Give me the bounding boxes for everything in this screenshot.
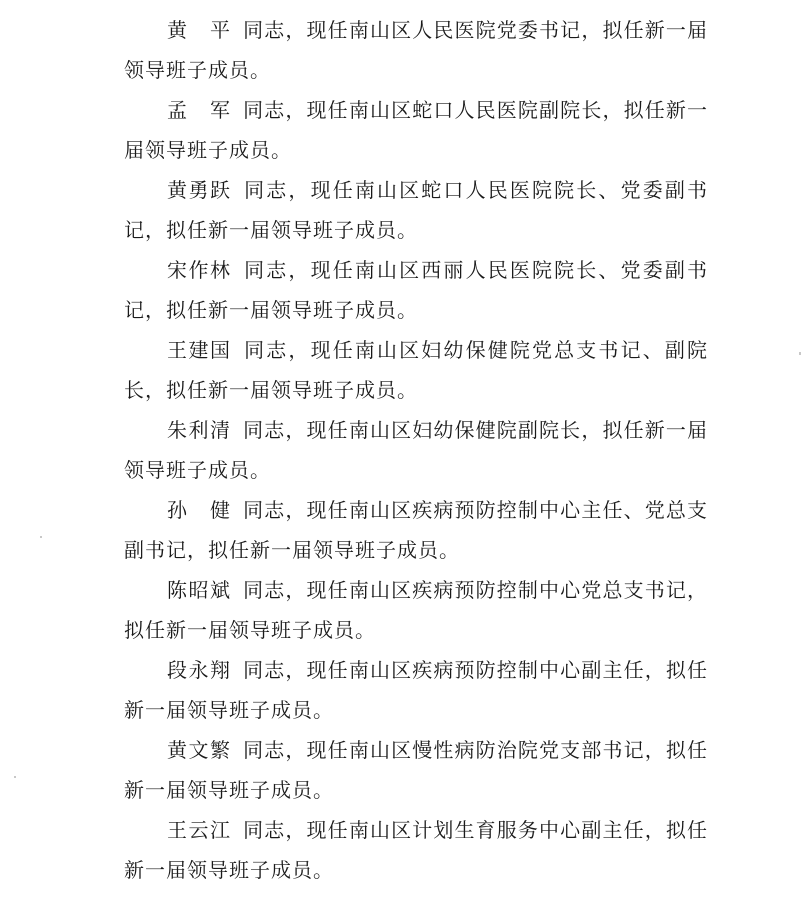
appointment-text: 同志，现任南山区西丽人民医院院长、党委副书记，拟任新一届领导班子成员。 bbox=[124, 258, 708, 322]
person-name: 王云江 bbox=[167, 818, 231, 842]
person-name: 孙健 bbox=[167, 498, 231, 522]
appointment-text: 同志，现任南山区疾病预防控制中心党总支书记，拟任新一届领导班子成员。 bbox=[124, 578, 708, 642]
appointment-text: 同志，现任南山区蛇口人民医院院长、党委副书记，拟任新一届领导班子成员。 bbox=[124, 178, 708, 242]
appointment-entry bbox=[124, 250, 708, 330]
person-name: 黄文繁 bbox=[167, 738, 231, 762]
appointment-text: 同志，现任南山区慢性病防治院党支部书记，拟任新一届领导班子成员。 bbox=[124, 738, 708, 802]
appointment-entry bbox=[124, 810, 708, 888]
person-name: 段永翔 bbox=[167, 658, 231, 682]
appointment-entry bbox=[124, 490, 708, 570]
appointment-text: 同志，现任南山区疾病预防控制中心副主任，拟任新一届领导班子成员。 bbox=[124, 658, 708, 722]
appointment-list bbox=[124, 10, 708, 888]
person-name: 宋作林 bbox=[167, 258, 231, 282]
appointment-entry bbox=[124, 570, 708, 650]
person-name: 朱利清 bbox=[167, 418, 231, 442]
person-name: 陈昭斌 bbox=[167, 578, 231, 602]
appointment-text: 同志，现任南山区疾病预防控制中心主任、党总支副书记，拟任新一届领导班子成员。 bbox=[124, 498, 708, 562]
appointment-text: 同志，现任南山区妇幼保健院党总支书记、副院长，拟任新一届领导班子成员。 bbox=[124, 338, 708, 402]
appointment-entry bbox=[124, 90, 708, 170]
appointment-entry bbox=[124, 170, 708, 250]
appointment-entry bbox=[124, 330, 708, 410]
person-name: 王建国 bbox=[167, 338, 231, 362]
appointment-text: 同志，现任南山区妇幼保健院副院长，拟任新一届领导班子成员。 bbox=[124, 418, 708, 482]
appointment-text: 同志，现任南山区蛇口人民医院副院长，拟任新一届领导班子成员。 bbox=[124, 98, 708, 162]
appointment-text: 同志，现任南山区计划生育服务中心副主任，拟任新一届领导班子成员。 bbox=[124, 818, 708, 882]
scan-speck bbox=[14, 776, 16, 778]
scan-speck bbox=[799, 352, 801, 355]
person-name: 黄勇跃 bbox=[167, 178, 231, 202]
person-name: 孟军 bbox=[167, 98, 231, 122]
appointment-entry bbox=[124, 650, 708, 730]
scan-speck bbox=[40, 536, 42, 538]
appointment-entry bbox=[124, 10, 708, 90]
appointment-entry bbox=[124, 410, 708, 490]
person-name: 黄平 bbox=[167, 18, 231, 42]
appointment-text: 同志，现任南山区人民医院党委书记，拟任新一届领导班子成员。 bbox=[124, 18, 708, 82]
appointment-entry bbox=[124, 730, 708, 810]
